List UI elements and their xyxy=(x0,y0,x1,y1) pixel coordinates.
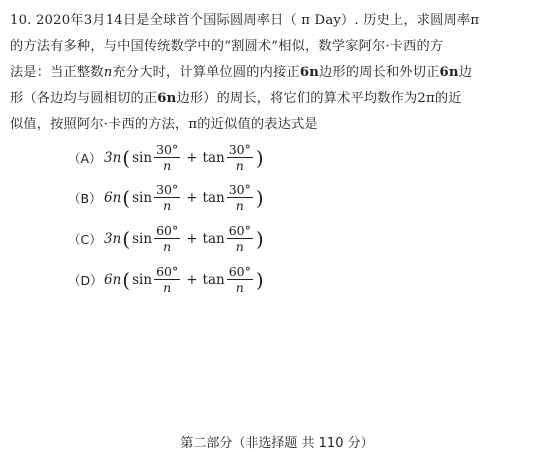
numerator: 30° xyxy=(156,182,179,197)
question-line-5: 似值，按照阿尔·卡西的方法，π的近似值的表达式是 xyxy=(10,117,318,132)
question-line-2: 的方法有多种，与中国传统数学中的“割圆术”相似，数学家阿尔·卡西的方 xyxy=(10,39,444,54)
close-paren: ) xyxy=(255,186,264,210)
sin-function: sin xyxy=(132,150,153,166)
text-segment: 边形的周长和外切正 xyxy=(319,65,440,80)
option-b[interactable] xyxy=(68,181,265,215)
fraction xyxy=(154,265,180,295)
fraction xyxy=(227,224,253,254)
fraction xyxy=(227,143,253,173)
close-paren: ) xyxy=(255,268,264,292)
tan-function: tan xyxy=(202,231,225,247)
open-paren: ( xyxy=(122,186,131,210)
fraction xyxy=(154,143,180,173)
option-formula xyxy=(104,143,265,173)
question-text xyxy=(10,8,546,138)
numerator: 60° xyxy=(228,223,251,238)
numerator: 30° xyxy=(228,182,251,197)
question-line-4 xyxy=(10,86,546,112)
denominator: n xyxy=(235,198,244,213)
text-segment: 法是：当正整数 xyxy=(10,65,104,80)
option-label: （B） xyxy=(68,191,102,206)
option-label: （A） xyxy=(68,151,102,166)
sin-function: sin xyxy=(132,231,153,247)
coefficient: 3n xyxy=(104,231,122,247)
numerator: 60° xyxy=(156,223,179,238)
coefficient: 6n xyxy=(104,272,122,288)
plus-sign: + xyxy=(186,231,198,247)
option-a[interactable] xyxy=(68,141,265,175)
open-paren: ( xyxy=(122,227,131,251)
plus-sign: + xyxy=(186,150,198,166)
open-paren: ( xyxy=(122,146,131,170)
option-label: （D） xyxy=(68,273,103,288)
variable-n: n xyxy=(103,65,113,80)
term-6n: 6n xyxy=(157,91,177,106)
option-formula xyxy=(104,224,265,254)
sin-function: sin xyxy=(132,190,153,206)
tan-function: tan xyxy=(202,190,225,206)
plus-sign: + xyxy=(186,272,198,288)
denominator: n xyxy=(163,158,172,173)
fraction xyxy=(154,183,180,213)
fraction xyxy=(227,183,253,213)
section-footer: 第二部分（非选择题 共 110 分） xyxy=(180,436,374,451)
text-segment: 形（各边均与圆相切的正 xyxy=(10,91,158,106)
term-6n: 6n xyxy=(439,65,459,80)
text-segment: 充分大时，计算单位圆的内接正 xyxy=(112,65,300,80)
option-formula xyxy=(104,183,265,213)
question-line-3 xyxy=(10,60,546,86)
tan-function: tan xyxy=(202,150,225,166)
denominator: n xyxy=(163,239,172,254)
tan-function: tan xyxy=(202,272,225,288)
option-formula xyxy=(104,265,265,295)
text-segment: 边形）的周长，将它们的算术平均数作为2π的近 xyxy=(176,91,462,106)
denominator: n xyxy=(235,239,244,254)
term-6n: 6n xyxy=(299,65,320,80)
option-d[interactable] xyxy=(68,263,265,297)
denominator: n xyxy=(163,280,172,295)
fraction xyxy=(227,265,253,295)
open-paren: ( xyxy=(122,268,131,292)
text-segment: 边 xyxy=(458,65,473,80)
numerator: 30° xyxy=(228,142,251,157)
numerator: 30° xyxy=(156,142,179,157)
numerator: 60° xyxy=(228,264,251,279)
denominator: n xyxy=(235,280,244,295)
coefficient: 6n xyxy=(104,190,122,206)
option-c[interactable] xyxy=(68,222,265,256)
plus-sign: + xyxy=(186,190,198,206)
coefficient: 3n xyxy=(104,150,122,166)
numerator: 60° xyxy=(156,264,179,279)
sin-function: sin xyxy=(132,272,153,288)
fraction xyxy=(154,224,180,254)
option-label: （C） xyxy=(68,232,102,247)
close-paren: ) xyxy=(255,146,264,170)
question-line-1: 10. 2020年3月14日是全球首个国际圆周率日（ π Day）. 历史上，求圆周率π xyxy=(10,13,480,28)
close-paren: ) xyxy=(255,227,264,251)
denominator: n xyxy=(163,198,172,213)
denominator: n xyxy=(235,158,244,173)
